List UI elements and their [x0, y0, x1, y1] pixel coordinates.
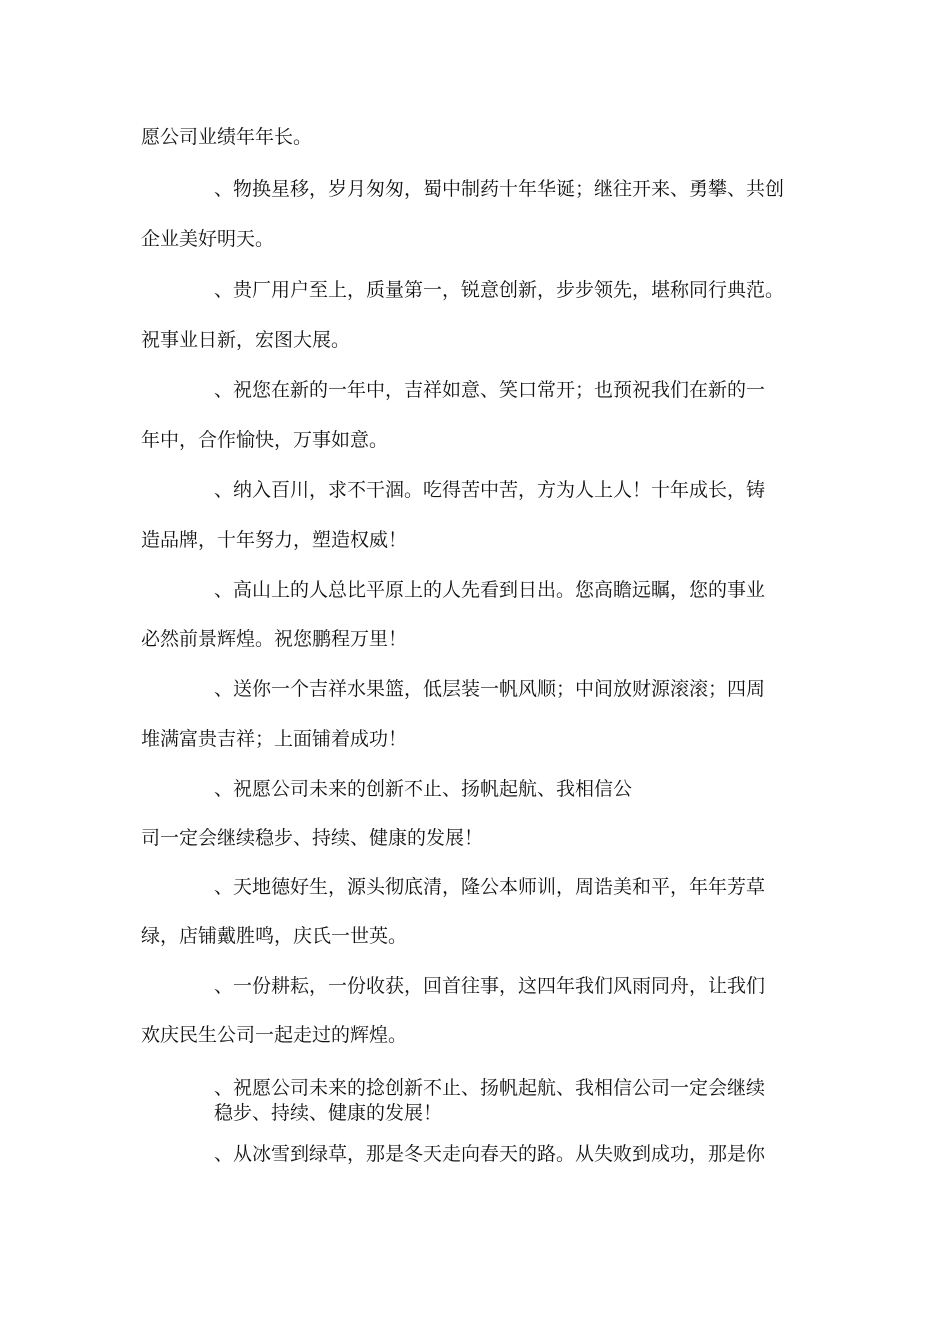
text-line: 造品牌，十年努力，塑造权威！ [141, 529, 408, 551]
text-line: 、从冰雪到绿草，那是冬天走向春天的路。从失败到成功，那是你 [214, 1143, 766, 1165]
text-line: 欢庆民生公司一起走过的辉煌。 [141, 1024, 408, 1046]
text-line: 堆满富贵吉祥；上面铺着成功！ [141, 728, 408, 750]
text-line: 司一定会继续稳步、持续、健康的发展！ [141, 827, 484, 849]
text-line: 年中，合作愉快，万事如意。 [141, 429, 389, 451]
text-line: 、祝愿公司未来的创新不止、扬帆起航、我相信公 [214, 778, 633, 800]
text-line: 愿公司业绩年年长。 [141, 126, 313, 148]
text-line: 、贵厂用户至上，质量第一，锐意创新，步步领先，堪称同行典范。 [214, 279, 785, 301]
text-line: 企业美好明天。 [141, 228, 275, 250]
text-line: 、一份耕耘，一份收获，回首往事，这四年我们风雨同舟，让我们 [214, 975, 766, 997]
text-line: 、高山上的人总比平原上的人先看到日出。您高瞻远瞩，您的事业 [214, 579, 766, 601]
text-line: 、送你一个吉祥水果篮，低层装一帆风顺；中间放财源滚滚；四周 [214, 678, 766, 700]
text-line: 、物换星移，岁月匆匆，蜀中制药十年华诞；继往开来、勇攀、共创 [214, 178, 785, 200]
text-line: 、天地德好生，源头彻底清，隆公本师训，周诰美和平，年年芳草 [214, 876, 766, 898]
text-line: 绿，店铺戴胜鸣，庆氏一世英。 [141, 925, 408, 947]
text-line: 稳步、持续、健康的发展！ [214, 1102, 443, 1124]
text-line: 、纳入百川，求不干涸。吃得苦中苦，方为人上人！十年成长，铸 [214, 479, 766, 501]
text-line: 祝事业日新，宏图大展。 [141, 329, 351, 351]
text-line: 、祝愿公司未来的捻创新不止、扬帆起航、我相信公司一定会继续 [214, 1077, 766, 1099]
text-line: 必然前景辉煌。祝您鹏程万里！ [141, 628, 408, 650]
text-line: 、祝您在新的一年中，吉祥如意、笑口常开；也预祝我们在新的一 [214, 379, 766, 401]
